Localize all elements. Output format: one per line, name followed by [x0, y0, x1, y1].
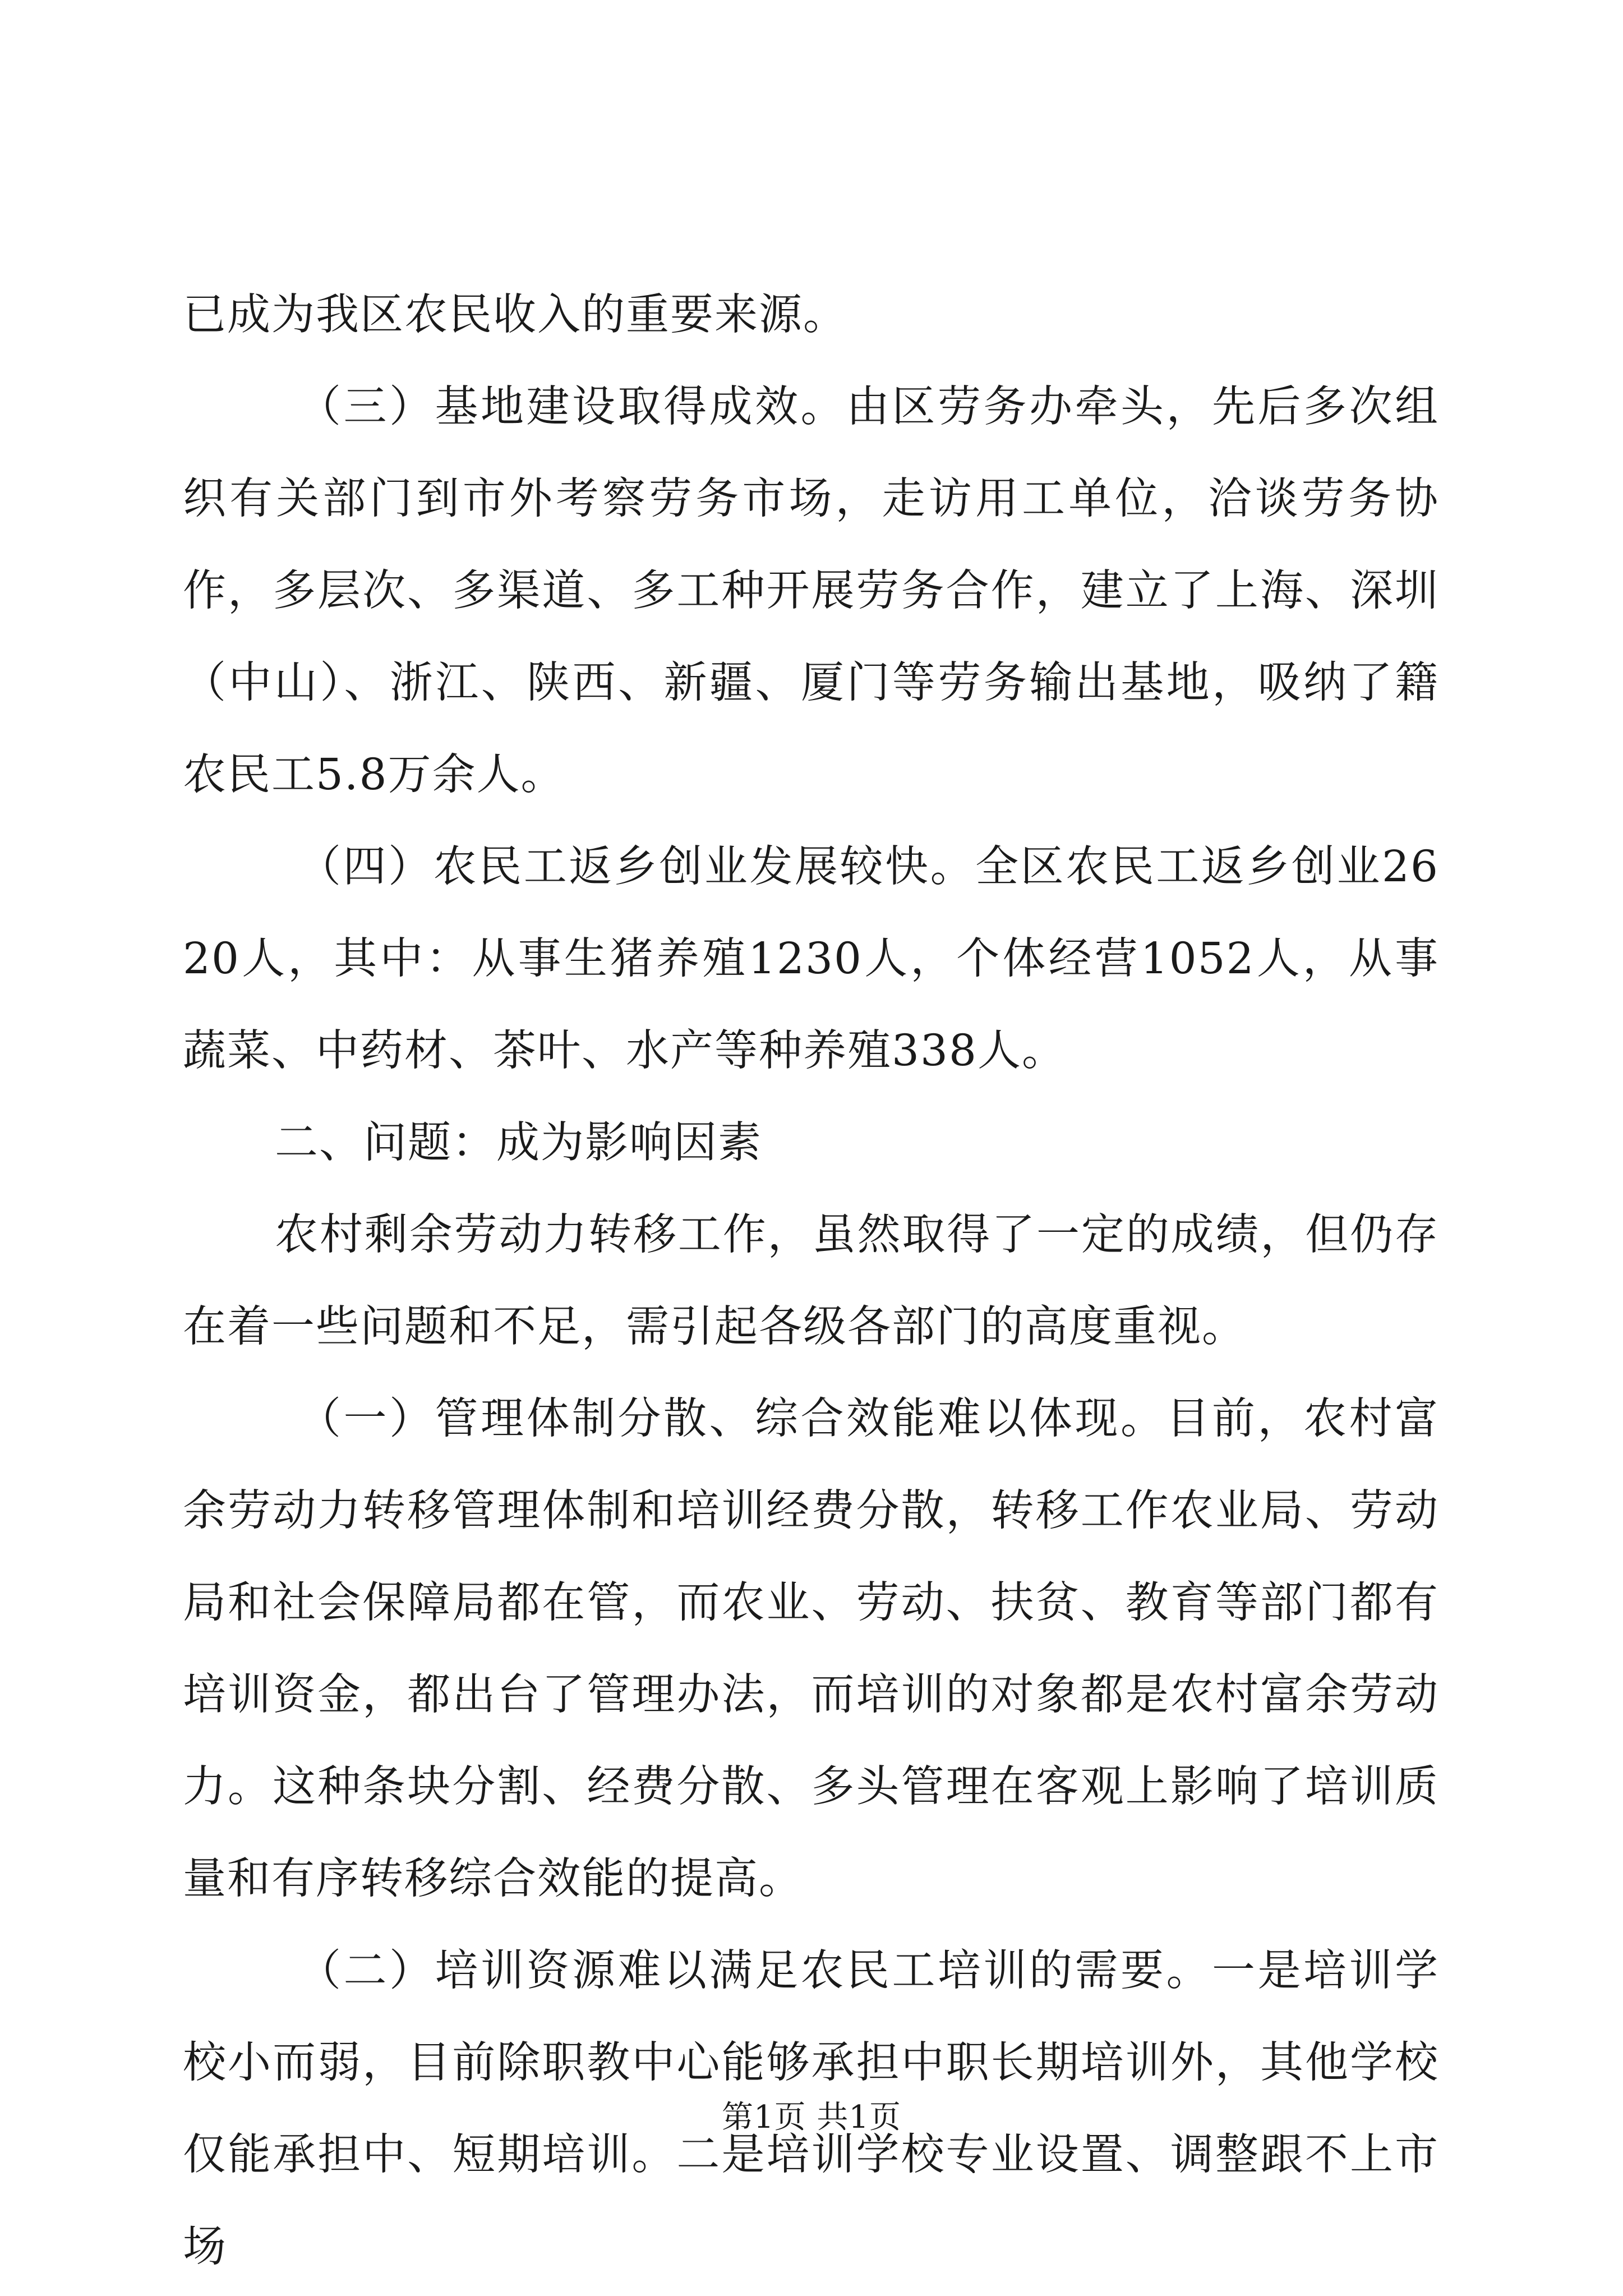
paragraph-6: （一）管理体制分散、综合效能难以体现。目前，农村富余劳动力转移管理体制和培训经费分散，转移工作农业局、劳动局和社会保障局都在管，而农业、劳动、扶贫、教育等部门都有培训资金，都出台了管理办法，而培训的对象都是农村富余劳动力。这种条块分割、经费分散、多头管理在客观上影响了培训质量和有序转移综合效能的提高。 — [183, 1394, 1439, 1904]
paragraph-5: 农村剩余劳动力转移工作，虽然取得了一定的成绩，但仍存在着一些问题和不足，需引起各级各部门的高度重视。 — [183, 1210, 1439, 1352]
page-footer: 第1页 共1页 — [721, 2099, 902, 2136]
paragraph-2: （三）基地建设取得成效。由区劳务办牵头，先后多次组织有关部门到市外考察劳务市场，走访用工单位，洽谈劳务协作，多层次、多渠道、多工种开展劳务合作，建立了上海、深圳（中山）、浙江、陕西、新疆、厦门等劳务输出基地，吸纳了籍农民工5.8万余人。 — [183, 382, 1439, 800]
paragraph-7: （二）培训资源难以满足农民工培训的需要。一是培训学校小而弱，目前除职教中心能够承担中职长期培训外，其他学校仅能承担中、短期培训。二是培训学校专业设置、调整跟不上市场 — [183, 1946, 1439, 2272]
paragraph-3: （四）农民工返乡创业发展较快。全区农民工返乡创业2620人，其中：从事生猪养殖1230人，个体经营1052人，从事蔬菜、中药材、茶叶、水产等种养殖338人。 — [183, 842, 1439, 1076]
document-body — [183, 269, 1439, 2293]
paragraph-1: 已成为我区农民收入的重要来源。 — [183, 290, 847, 340]
section-heading: 二、问题：成为影响因素 — [275, 1118, 762, 1168]
